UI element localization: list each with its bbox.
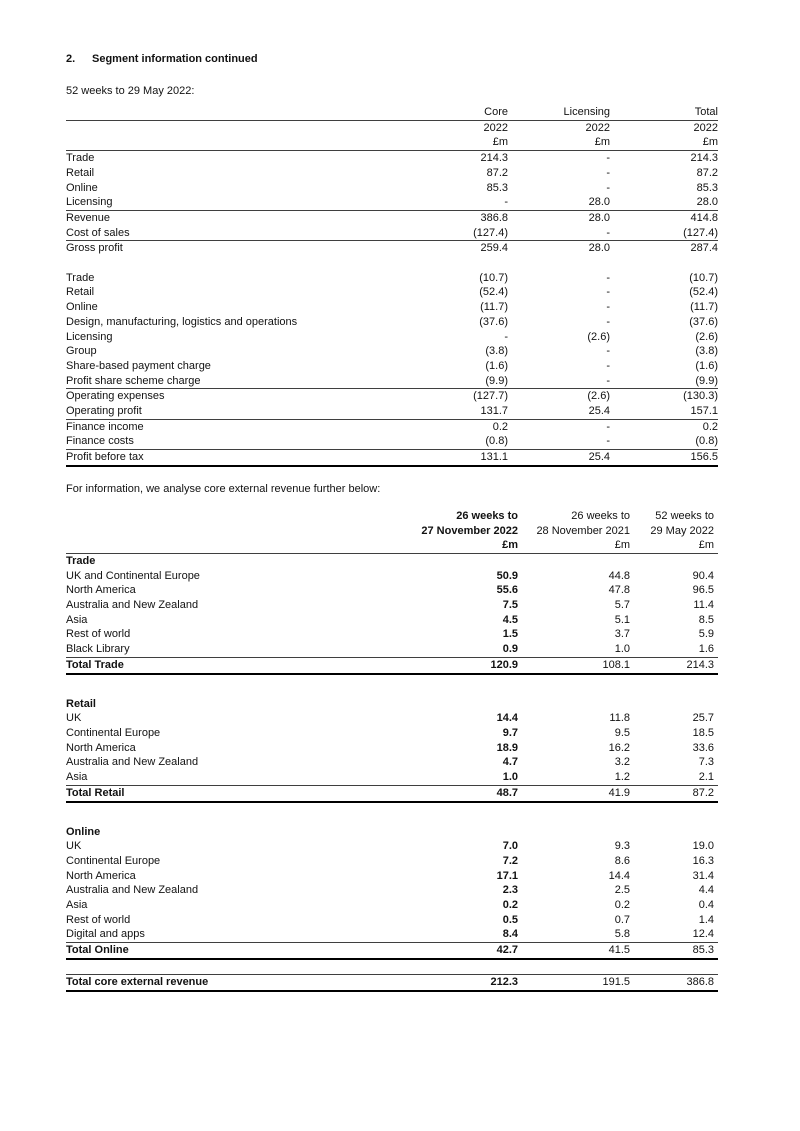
header-spacer [66, 105, 388, 120]
cell-value: 11.8 [609, 712, 630, 725]
cell-value [518, 825, 630, 840]
cell-value: (1.6) [695, 359, 718, 372]
cell-value: 41.5 [518, 943, 630, 959]
table-row [66, 869, 718, 884]
row-label: Online [66, 825, 101, 838]
row-label: Retail [66, 166, 95, 179]
row-label: Trade [66, 152, 95, 165]
header-spacer [66, 538, 388, 553]
cell-value: 7.5 [502, 599, 518, 612]
cell-value: 16.2 [608, 741, 630, 754]
column-date: 27 November 2022 [421, 524, 518, 537]
cell-value: - [606, 152, 610, 165]
spacer-cell [66, 256, 718, 271]
analysis-intro: For information, we analyse core external revenue further below: [66, 482, 381, 495]
table-row [66, 657, 718, 673]
column-unit: £m [508, 135, 610, 150]
cell-value: 14.4 [608, 869, 630, 882]
table-row [66, 755, 718, 770]
column-header-total: Total [610, 105, 718, 120]
cell-value: 44.8 [608, 569, 630, 582]
cell-value: - [508, 374, 610, 389]
cell-value: 48.7 [388, 785, 518, 801]
cell-value: (3.8) [485, 345, 508, 358]
row-label: UK [66, 840, 82, 853]
cell-value: (9.9) [388, 374, 508, 389]
core-revenue-table-body [66, 553, 718, 990]
cell-value: 4.4 [698, 884, 714, 897]
period-label: 52 weeks to 29 May 2022: [66, 85, 195, 97]
cell-value: 2.5 [614, 884, 630, 897]
row-label: Group [66, 345, 97, 358]
cell-value: 259.4 [480, 242, 508, 255]
column-period: 52 weeks to [655, 509, 714, 522]
cell-value: 4.7 [502, 756, 518, 769]
row-label: Total Retail [66, 785, 388, 801]
cell-value: 9.5 [614, 727, 630, 739]
row-label: Retail [66, 286, 95, 299]
table-row [66, 627, 718, 642]
table-row [66, 726, 718, 741]
cell-value: 28.0 [588, 242, 610, 255]
cell-value: 25.7 [692, 712, 714, 725]
cell-value: 414.8 [690, 211, 718, 224]
cell-value: 41.9 [518, 785, 630, 801]
cell-value: (1.6) [485, 359, 508, 372]
cell-value: - [606, 181, 610, 194]
spacer-cell [66, 674, 718, 697]
cell-value: 212.3 [388, 974, 518, 990]
cell-value: 33.6 [692, 741, 714, 754]
cell-value: 87.2 [696, 166, 718, 179]
cell-value: 90.4 [692, 569, 714, 582]
column-period: 26 weeks to [571, 509, 630, 522]
table-row [66, 181, 718, 196]
table-row [66, 330, 718, 345]
cell-value: (2.6) [695, 330, 718, 343]
cell-value: 8.4 [502, 928, 518, 941]
table-row [66, 271, 718, 286]
cell-value: 12.4 [692, 928, 714, 941]
row-label: Total core external revenue [66, 974, 388, 990]
cell-value: - [606, 315, 610, 328]
header-row-units [66, 538, 718, 553]
cell-value: 287.4 [690, 242, 718, 255]
row-label: Black Library [66, 643, 130, 656]
row-label: North America [66, 869, 136, 882]
row-label: Share-based payment charge [66, 359, 211, 372]
column-date: 28 November 2021 [536, 524, 630, 537]
row-label: Operating expenses [66, 390, 165, 403]
table-row [66, 741, 718, 756]
header-spacer [66, 120, 388, 135]
cell-value: 386.8 [630, 974, 718, 990]
cell-value [518, 697, 630, 712]
cell-value: (0.8) [610, 434, 718, 449]
row-label: Design, manufacturing, logistics and operations [66, 315, 298, 328]
cell-value: 214.3 [690, 152, 718, 165]
column-year: 2022 [585, 121, 610, 134]
cell-value: 18.9 [496, 741, 518, 754]
cell-value: 42.7 [388, 943, 518, 959]
row-label: Total Online [66, 943, 388, 959]
cell-value: 1.0 [502, 771, 518, 784]
cell-value: 8.5 [698, 613, 714, 626]
cell-value: 0.4 [698, 899, 714, 912]
cell-value: 25.4 [508, 450, 610, 466]
table-row [66, 974, 718, 990]
table-row [66, 569, 718, 584]
table-row [66, 711, 718, 726]
core-revenue-table [66, 509, 718, 992]
cell-value: 8.6 [614, 854, 630, 867]
table-row [66, 825, 718, 840]
table-row [66, 883, 718, 898]
row-label: UK [66, 712, 82, 725]
row-label: Online [66, 181, 98, 194]
spacer-row [66, 959, 718, 975]
table-row [66, 785, 718, 801]
column-header-core: Core [388, 105, 508, 120]
cell-value: 16.3 [692, 854, 714, 867]
row-label: Trade [66, 271, 95, 284]
cell-value: (3.8) [695, 345, 718, 358]
row-label: Trade [66, 554, 96, 567]
cell-value: (11.7) [690, 301, 718, 314]
cell-value [630, 825, 718, 840]
cell-value: 0.2 [614, 899, 630, 912]
row-label: North America [66, 584, 136, 597]
column-unit: £m [388, 135, 508, 150]
cell-value: 50.9 [496, 569, 518, 582]
table-row [66, 151, 718, 166]
cell-value: 87.2 [486, 166, 508, 179]
section-title: Segment information continued [92, 53, 258, 65]
cell-value: 5.7 [614, 599, 630, 612]
spacer-row [66, 256, 718, 271]
row-label: Online [66, 301, 98, 314]
cell-value: 28.0 [588, 211, 610, 224]
table-row [66, 374, 718, 389]
table-row [66, 927, 718, 942]
header-spacer [66, 135, 388, 150]
table-row [66, 583, 718, 598]
cell-value: (127.4) [610, 226, 718, 241]
cell-value: 0.5 [502, 913, 518, 926]
table-row [66, 195, 718, 210]
header-row-units [66, 135, 718, 150]
table-row [66, 839, 718, 854]
cell-value: (9.9) [610, 374, 718, 389]
table-row [66, 300, 718, 315]
segment-table-header [66, 105, 718, 151]
table-row [66, 344, 718, 359]
cell-value [388, 553, 518, 568]
cell-value: 18.5 [692, 727, 714, 739]
cell-value: 1.4 [698, 913, 714, 926]
header-row-periods [66, 509, 718, 524]
cell-value: 25.4 [508, 404, 610, 419]
row-label: Licensing [66, 195, 388, 210]
cell-value: 0.2 [702, 420, 718, 433]
cell-value: 1.2 [614, 771, 630, 784]
cell-value: 5.8 [614, 928, 630, 941]
row-label: Total Trade [66, 657, 388, 673]
cell-value: 108.1 [518, 657, 630, 673]
column-unit: £m [630, 538, 718, 553]
cell-value: 214.3 [630, 657, 718, 673]
cell-value: 5.1 [614, 613, 630, 626]
column-date: 29 May 2022 [650, 524, 714, 537]
cell-value [518, 553, 630, 568]
cell-value: 156.5 [610, 450, 718, 466]
cell-value: - [508, 434, 610, 449]
spacer-cell [66, 959, 718, 975]
row-label: Australia and New Zealand [66, 599, 199, 612]
row-label: Revenue [66, 211, 111, 224]
table-row [66, 389, 718, 404]
column-period: 26 weeks to [456, 509, 518, 522]
cell-value: (37.6) [479, 315, 508, 328]
table-row [66, 166, 718, 181]
table-row [66, 913, 718, 928]
cell-value: 28.0 [610, 195, 718, 210]
cell-value: 7.0 [502, 840, 518, 853]
cell-value: (2.6) [587, 390, 610, 403]
row-label: Gross profit [66, 242, 123, 255]
table-row [66, 419, 718, 434]
cell-value: (10.7) [689, 271, 718, 284]
cell-value: 131.1 [388, 450, 508, 466]
header-row-names [66, 105, 718, 120]
cell-value: (127.4) [388, 226, 508, 241]
row-label: Licensing [66, 330, 113, 343]
spacer-row [66, 674, 718, 697]
column-year: 2022 [483, 121, 508, 134]
row-label: UK and Continental Europe [66, 569, 200, 582]
header-spacer [66, 524, 388, 539]
column-year: 2022 [693, 121, 718, 134]
cell-value: 7.3 [698, 756, 714, 769]
cell-value: 4.5 [502, 613, 518, 626]
cell-value: (37.6) [689, 315, 718, 328]
cell-value: 5.9 [698, 628, 714, 641]
cell-value: 31.4 [692, 869, 714, 882]
table-row [66, 553, 718, 568]
row-label: Profit share scheme charge [66, 374, 388, 389]
header-spacer [66, 509, 388, 524]
row-label: Digital and apps [66, 928, 145, 941]
cell-value: 1.5 [502, 628, 518, 641]
cell-value: - [504, 330, 508, 343]
cell-value: 2.1 [698, 771, 714, 784]
table-row [66, 434, 718, 449]
table-row [66, 226, 718, 241]
row-label: Retail [66, 697, 96, 710]
cell-value [630, 553, 718, 568]
cell-value: 3.7 [614, 628, 630, 641]
cell-value: 2.3 [502, 884, 518, 897]
row-label: Asia [66, 899, 88, 912]
table-row [66, 898, 718, 913]
row-label: Operating profit [66, 404, 388, 419]
row-label: Profit before tax [66, 450, 388, 466]
cell-value: 1.6 [698, 643, 714, 656]
cell-value: - [606, 359, 610, 372]
row-label: Australia and New Zealand [66, 756, 199, 769]
row-label: Rest of world [66, 913, 131, 926]
row-label: Continental Europe [66, 727, 161, 739]
segment-table-body [66, 151, 718, 466]
cell-value: 9.7 [502, 727, 518, 739]
core-revenue-table-header [66, 509, 718, 554]
cell-value: - [388, 195, 508, 210]
cell-value: 9.3 [614, 840, 630, 853]
table-row [66, 613, 718, 628]
cell-value: 55.6 [496, 584, 518, 597]
cell-value: 7.2 [502, 854, 518, 867]
cell-value: - [606, 301, 610, 314]
cell-value: (127.7) [473, 390, 508, 403]
cell-value: 96.5 [692, 584, 714, 597]
row-label: Continental Europe [66, 854, 161, 867]
cell-value: 191.5 [518, 974, 630, 990]
cell-value: 87.2 [630, 785, 718, 801]
cell-value: - [606, 166, 610, 179]
cell-value: 386.8 [480, 211, 508, 224]
table-row [66, 315, 718, 330]
row-label: Finance income [66, 420, 144, 433]
cell-value: - [606, 420, 610, 433]
cell-value [630, 697, 718, 712]
cell-value: 157.1 [610, 404, 718, 419]
row-label: Asia [66, 771, 88, 784]
table-row [66, 450, 718, 466]
cell-value: 17.1 [496, 869, 518, 882]
cell-value: 0.2 [492, 420, 508, 433]
cell-value: 85.3 [486, 181, 508, 194]
row-label: Cost of sales [66, 226, 388, 241]
column-unit: £m [388, 538, 518, 553]
row-label: Australia and New Zealand [66, 884, 199, 897]
cell-value: (52.4) [479, 286, 508, 299]
cell-value: (130.3) [683, 390, 718, 403]
section-heading [66, 53, 718, 65]
cell-value: 85.3 [696, 181, 718, 194]
cell-value: - [606, 286, 610, 299]
header-row-dates [66, 524, 718, 539]
cell-value: - [606, 271, 610, 284]
segment-table [66, 105, 718, 467]
table-row [66, 598, 718, 613]
cell-value: 0.9 [502, 643, 518, 656]
cell-value: (52.4) [689, 286, 718, 299]
row-label: Rest of world [66, 628, 131, 641]
cell-value: 131.7 [388, 404, 508, 419]
table-row [66, 285, 718, 300]
table-row [66, 943, 718, 959]
cell-value: (0.8) [388, 434, 508, 449]
cell-value [388, 825, 518, 840]
column-unit: £m [610, 135, 718, 150]
table-row [66, 359, 718, 374]
cell-value: 214.3 [480, 152, 508, 165]
table-row [66, 642, 718, 657]
table-row [66, 770, 718, 785]
cell-value: 11.4 [693, 599, 714, 612]
table-row [66, 697, 718, 712]
cell-value: 14.4 [496, 712, 518, 725]
table-row [66, 404, 718, 419]
header-row-years [66, 120, 718, 135]
cell-value: - [606, 345, 610, 358]
cell-value: 3.2 [614, 756, 630, 769]
row-label: Finance costs [66, 434, 388, 449]
cell-value: 85.3 [630, 943, 718, 959]
cell-value: 28.0 [508, 195, 610, 210]
column-unit: £m [518, 538, 630, 553]
table-row [66, 210, 718, 225]
spacer-cell [66, 802, 718, 825]
cell-value: (11.7) [480, 301, 508, 314]
column-header-licensing: Licensing [508, 105, 610, 120]
cell-value: (10.7) [479, 271, 508, 284]
row-label: Asia [66, 613, 88, 626]
cell-value: 19.0 [692, 840, 714, 853]
cell-value [388, 697, 518, 712]
cell-value: 0.2 [502, 899, 518, 912]
table-row [66, 241, 718, 256]
cell-value: - [508, 226, 610, 241]
table-row [66, 854, 718, 869]
cell-value: 1.0 [614, 643, 630, 656]
cell-value: 47.8 [608, 584, 630, 597]
spacer-row [66, 802, 718, 825]
cell-value: 120.9 [388, 657, 518, 673]
row-label: North America [66, 741, 136, 754]
cell-value: (2.6) [587, 330, 610, 343]
section-number: 2. [66, 53, 76, 65]
cell-value: 0.7 [614, 913, 630, 926]
